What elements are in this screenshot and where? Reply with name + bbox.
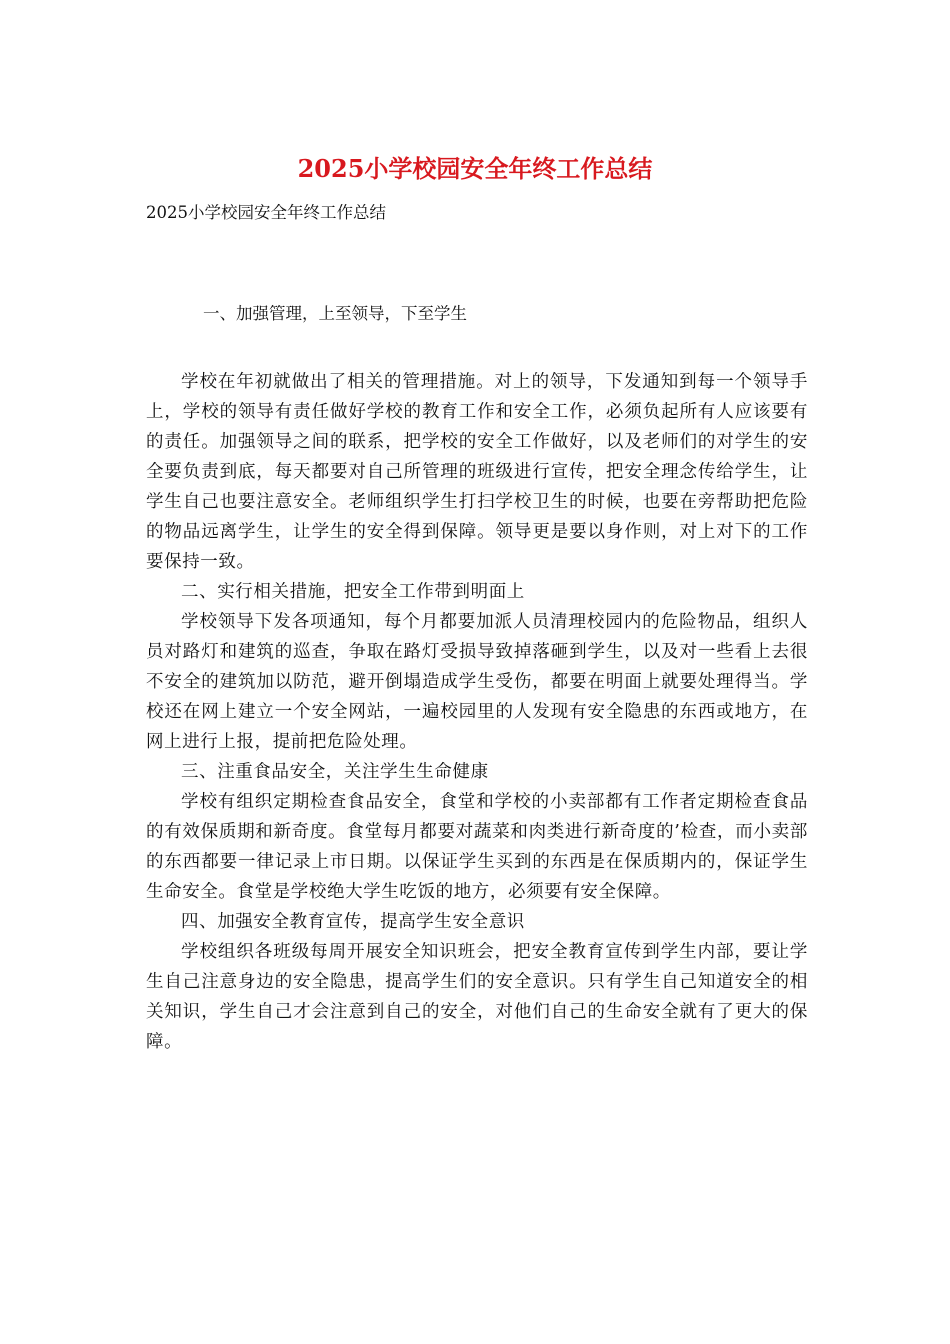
section-1-paragraph: 学校在年初就做出了相关的管理措施。对上的领导，下发通知到每一个领导手上，学校的领导有责任做好学校的教育工作和安全工作，必须负起所有人应该要有的责任。加强领导之间的联系，把学校的安全工作做好，以及老师们的对学生的安全要负责到底，每天都要对自己所管理的班级进行宣传，把安全理念传给学生，让学生自己也要注意安全。老师组织学生打扫学校卫生的时候，也要在旁帮助把危险的物品远离学生，让学生的安全得到保障。领导更是要以身作则，对上对下的工作要保持一致。 xyxy=(146,372,808,572)
section-2-heading: 二、实行相关措施，把安全工作带到明面上 xyxy=(181,582,525,602)
document-title: 2025小学校园安全年终工作总结 xyxy=(297,154,653,183)
section-3-heading: 三、注重食品安全，关注学生生命健康 xyxy=(181,762,489,782)
section-2-paragraph: 学校领导下发各项通知，每个月都要加派人员清理校园内的危险物品，组织人员对路灯和建筑的巡查，争取在路灯受损导致掉落砸到学生，以及对一些看上去很不安全的建筑加以防范，避开倒塌造成学生受伤，都要在明面上就要处理得当。学校还在网上建立一个安全网站，一遍校园里的人发现有安全隐患的东西或地方，在网上进行上报，提前把危险处理。 xyxy=(146,612,808,752)
section-3-paragraph: 学校有组织定期检查食品安全，食堂和学校的小卖部都有工作者定期检查食品的有效保质期和新奇度。食堂每月都要对蔬菜和肉类进行新奇度的’检查，而小卖部的东西都要一律记录上市日期。以保证学生买到的东西是在保质期内的，保证学生生命安全。食堂是学校绝大学生吃饭的地方，必须要有安全保障。 xyxy=(146,792,808,902)
document-subtitle: 2025小学校园安全年终工作总结 xyxy=(146,203,386,222)
section-4-heading: 四、加强安全教育宣传，提高学生安全意识 xyxy=(181,912,525,932)
section-4-paragraph: 学校组织各班级每周开展安全知识班会，把安全教育宣传到学生内部，要让学生自己注意身边的安全隐患，提高学生们的安全意识。只有学生自己知道安全的相关知识，学生自己才会注意到自己的安全，对他们自己的生命安全就有了更大的保障。 xyxy=(146,942,808,1052)
document-body xyxy=(146,367,808,1057)
section-1-heading: 一、加强管理，上至领导，下至学生 xyxy=(203,304,467,323)
